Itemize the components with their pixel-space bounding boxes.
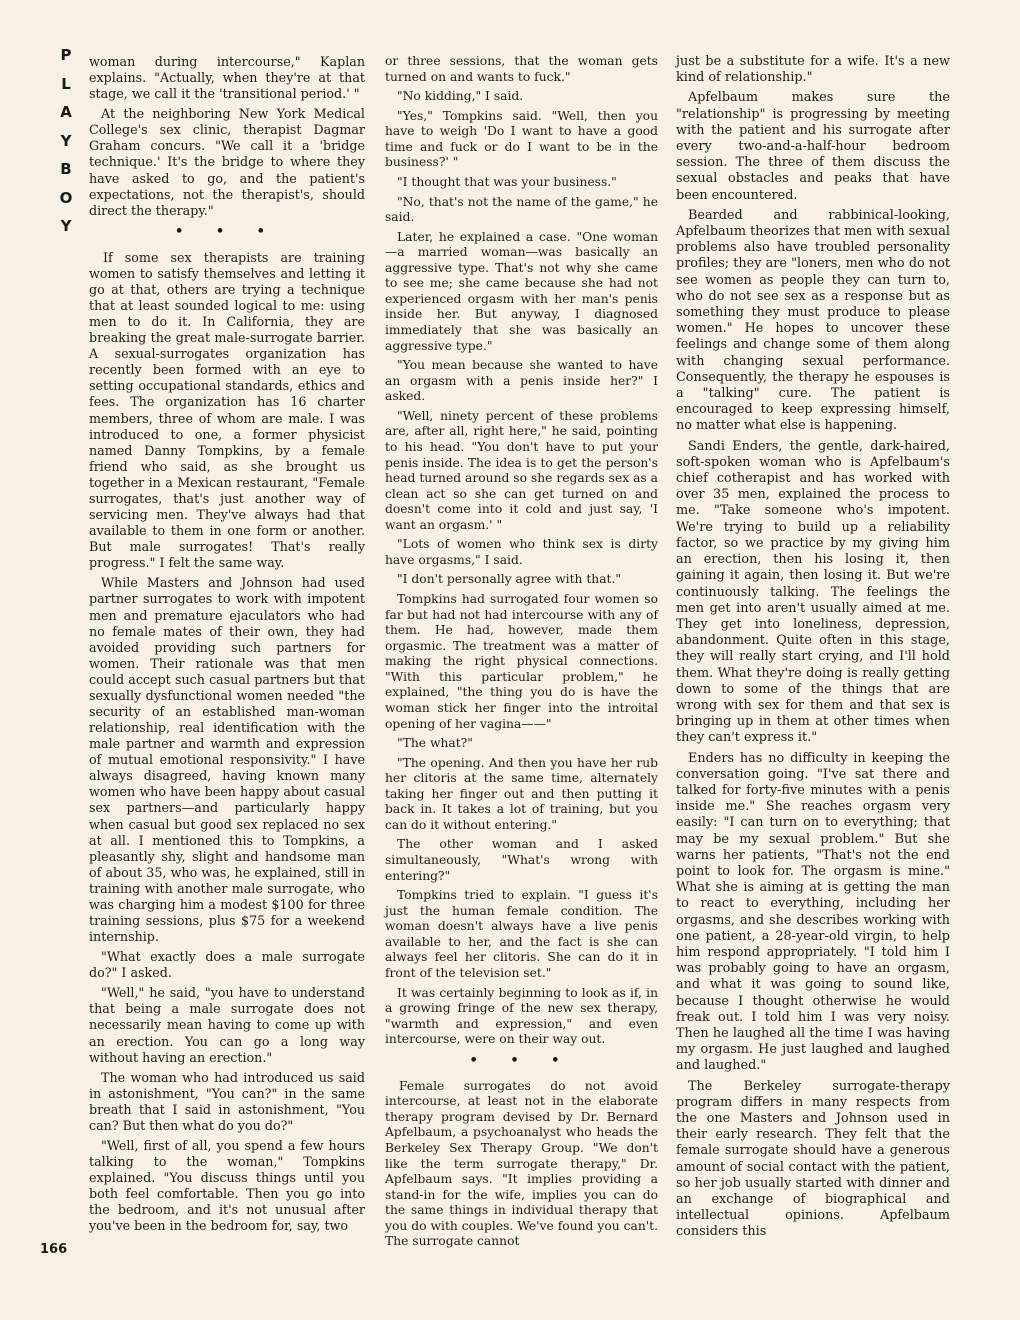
paragraph: "The opening. And then you have her rub her clitoris at the same time, alternately taking her finger out and then putting it back in. It takes a lot of training, but you can do it without entering." [385, 755, 658, 832]
paragraph: "No kidding," I said. [397, 89, 524, 104]
paragraph: If some sex therapists are training women to satisfy themselves and letting it go at that, others are trying a technique that at least sounded logical to me: using men to do it. In California, they are breaking the great male-surrogate barrier. A sexual-surrogates organization has recently been formed with an eye to setting occupational standards, ethics and fees. The organization has 16 charter members, three of whom are male. I was introduced to one, a former physicist named Danny Tompkins, by a female friend who said, as she brought us together in a Mexican restaurant, "Female surrogates, that's just another way of servicing men. They've always had that available to them in one form or another. But male surrogates! That's really progress." I felt the same way. [89, 249, 365, 571]
paragraph: Tompkins tried to explain. "I guess it's just the human female condition. The woman doesn't always have a live penis available to her, and the fact is she can always feel her clitoris. She can do it in front of the television set." [385, 888, 658, 980]
paragraph: Enders has no difficulty in keeping the conversation going. "I've sat there and talked for forty-five minutes with a penis inside me." She reaches orgasm very easily: "I can turn on to everything; that may be my sexual problem." But she warns her patients, "That's not the end point to look for. The orgasm is mine." What she is aiming at is getting the man to react to everything, including her orgasms, and she describes working with one patient, a 28-year-old virgin, to help him respond appropriately. "I told him I was probably going to have an orgasm, and what it was going to sound like, because I thought otherwise he would freak out. I told him I was very noisy. Then he laughed all the time I was having my orgasm. He just laughed and laughed and laughed." [676, 750, 950, 1074]
paragraph: or three sessions, that the woman gets turned on and wants to fuck." [385, 54, 658, 84]
paragraph: Female surrogates do not avoid intercourse, at least not in the elaborate therapy program devised by Dr. Bernard Apfelbaum, a psychoanalyst who heads the Berkeley Sex Therapy Group. "We don't like the term surrogate therapy," Dr. Apfelbaum says. "It implies providing a stand-in for the wife, implies you can do the same things in individual therapy that you do with couples. We've found you can't. The surrogate cannot [385, 1078, 658, 1249]
paragraph: "You mean because she wanted to have an orgasm with a penis inside her?" I asked. [385, 358, 658, 404]
masthead-letter: B [60, 160, 72, 178]
masthead-letter: Y [60, 131, 72, 150]
masthead-letter: A [60, 103, 72, 121]
masthead-letter: P [60, 46, 72, 64]
paragraph: "Well, first of all, you spend a few hours talking to the woman," Tompkins explained. "You discuss things until you both feel comfortable. Then you go into the bedroom, and it's not unusual after you've been in the bedroom for, say, two [89, 1138, 365, 1234]
paragraph: woman during intercourse," Kaplan explains. "Actually, when they're at that stage, we call it the 'transitional period.' " [89, 54, 365, 102]
paragraph: "What exactly does a male surrogate do?" I asked. [89, 949, 365, 981]
paragraph: "The what?" [397, 736, 473, 751]
paragraph: The woman who had introduced us said in astonishment, "You can?" in the same breath that I said in astonishment, "You can? But then what do you do?" [89, 1069, 365, 1133]
page-number: 166 [40, 1242, 68, 1257]
paragraph: The Berkeley surrogate-therapy program differs in many respects from the one Masters and Johnson used in their early research. They felt that the female surrogate should have a generous amount of social contact with the patient, so her job usually started with dinner and an exchange of biographical and intellectual opinions. Apfelbaum considers this [676, 1078, 950, 1240]
masthead-letter: O [59, 188, 73, 207]
magazine-masthead [53, 48, 79, 248]
masthead-letter: L [61, 74, 71, 93]
paragraph: "Well, ninety percent of these problems are, after all, right here," he said, pointing to his head. "You don't have to put your penis inside. The idea is to get the person's head turned around so she regards sex as a clean act so she can get turned on and doesn't come into it cold and just say, 'I want an orgasm.' " [385, 408, 658, 532]
paragraph: The other woman and I asked simultaneously, "What's wrong with entering?" [385, 837, 658, 883]
paragraph: "Well," he said, "you have to understand that being a male surrogate does not necessarily mean having to come up with an erection. You can go a long way without having an erection." [89, 985, 365, 1065]
paragraph: It was certainly beginning to look as if, in a growing fringe of the new sex therapy, "warmth and expression," and even intercourse, were on their way out. [385, 985, 658, 1047]
paragraph: Sandi Enders, the gentle, dark-haired, soft-spoken woman who is Apfelbaum's chief cotherapist and has worked with over 35 men, explained the process to me. "Take someone who's impotent. We're trying to build up a reliability factor, so we practice by my giving him an erection, then his losing it, then gaining it again, then losing it. But we're continuously talking. The feelings the men get into aren't usually aimed at me. They get into loneliness, depression, abandonment. Quite often in this stage, they will really start crying, and I'll hold them. What they're doing is really getting down to some of the things that are wrong with sex for them and that sex is bringing up in them at other times when they can't express it." [676, 438, 950, 746]
paragraph: "I thought that was your business." [397, 174, 617, 189]
paragraph: "I don't personally agree with that." [397, 572, 622, 587]
masthead-letter: Y [60, 217, 72, 235]
section-separator: • • • [175, 223, 279, 239]
paragraph: Bearded and rabbinical-looking, Apfelbaum theorizes that men with sexual problems also have troubled personality profiles; they are "loners, men who do not see women as people they can turn to, who do not see sex as a response but as something they must produce to please women." He hopes to uncover these feelings and change some of them along with changing sexual performance. Consequently, the therapy he espouses is a "talking" cure. The patient is encouraged to keep expressing himself, no matter what else is happening. [676, 207, 950, 434]
paragraph: At the neighboring New York Medical College's sex clinic, therapist Dagmar Graham concurs. "We call it a 'bridge technique.' It's the bridge to where they have asked to go, and the patient's expectations, not the therapist's, should direct the therapy." [89, 106, 365, 218]
section-separator: • • • [469, 1052, 574, 1068]
text-column-3 [676, 54, 950, 1245]
paragraph: Tompkins had surrogated four women so far but had not had intercourse with any of them. He had, however, made them orgasmic. The treatment was a matter of making the right physical connections. "With this particular problem," he explained, "the thing you do is have the woman stick her finger into the introital opening of her vagina——" [385, 592, 658, 731]
paragraph: "No, that's not the name of the game," he said. [385, 194, 658, 225]
paragraph: "Yes," Tompkins said. "Well, then you have to weigh 'Do I want to have a good time and fuck or do I want to be in the business?' " [385, 108, 658, 170]
paragraph: Apfelbaum makes sure the "relationship" is progressing by meeting with the patient and his surrogate after every two-and-a-half-hour bedroom session. The three of them discuss the sexual obstacles and peaks that have been encountered. [676, 90, 950, 203]
text-column-1 [89, 54, 365, 1238]
paragraph: "Lots of women who think sex is dirty have orgasms," I said. [385, 537, 658, 567]
paragraph: Later, he explained a case. "One woman—a married woman—was basically an aggressive type. That's not why she came to see me; she came because she had not experienced orgasm with her man's penis inside her. But anyway, I diagnosed immediately that she was basically an aggressive type." [385, 229, 658, 353]
paragraph: While Masters and Johnson had used partner surrogates to work with impotent men and premature ejaculators who had no female mates of their own, they had avoided providing such partners for women. Their rationale was that men could accept such casual partners but that sexually dysfunctional women needed "the security of an established man-woman relationship, real identification with the male partner and warmth and expression of mutual emotional responsivity." I have always disagreed, having known many women who have been happy about casual sex partners—and particularly happy when casual but good sex replaced no sex at all. I mentioned this to Tompkins, a pleasantly shy, slight and handsome man of about 35, who was, he explained, still in training with another male surrogate, who was charging him a modest $100 for three training sessions, plus $75 for a weekend internship. [89, 575, 365, 945]
paragraph: just be a substitute for a wife. It's a new kind of relationship." [676, 54, 950, 86]
text-column-2 [385, 54, 658, 1254]
